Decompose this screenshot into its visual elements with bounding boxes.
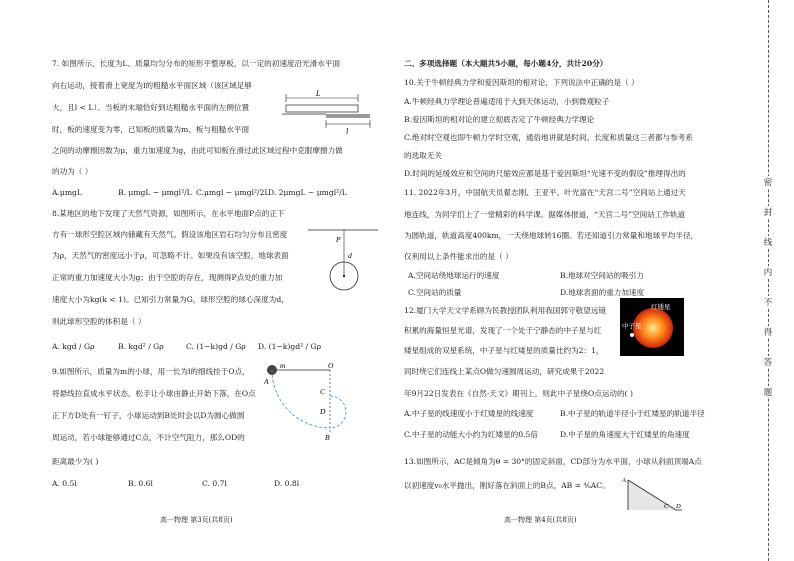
q8-option-d: D. (1−k)gd² / Gρ	[258, 342, 322, 351]
q12-line-5: 年9月22日发表在《自然·天文》期刊上，则此中子星绕O点运动的( )	[404, 389, 633, 398]
q8-line-1: 8.某地区的地下发现了天然气资源，如图所示，在水平地面P点的正下	[52, 209, 285, 218]
section-title: 二、多项选择题（本大题共5小题，每小题4分，共计20分）	[404, 59, 608, 68]
q11-line-1: 11. 2022年3月，中国航天员翟志刚、王亚平、叶光富在“天宫二号”空间站上通过天	[404, 188, 686, 197]
q9-label-m: m	[280, 361, 286, 370]
q7-option-c: C.μmgl − μmgl²/2L	[196, 188, 270, 197]
q7-line-2: 向右运动，接着滑上宽度为l的粗糙水平面区域（该区域足够	[52, 81, 252, 90]
q11-option-c: C.空间站的质量	[408, 288, 462, 297]
q9-line-1: 9.如图所示，质量为m的小球，用一长为l的细线拴于O点，	[52, 367, 250, 376]
q13-label-D: D	[676, 503, 681, 510]
q11-line-2: 地连线，为同学们上了一堂精彩的科学课。据媒体报道，“天宫二号”空间站工作轨道	[404, 210, 686, 219]
q12-option-c: C.中子星的动能大小约为红矮星的0.5倍	[404, 430, 538, 439]
q12-option-b: B.中子星的轨道半径小于红矮星的轨道半径	[560, 409, 705, 418]
q9-label-B: B	[325, 433, 330, 442]
q9-option-a: A. 0.5l	[52, 479, 77, 488]
q9-label-A: A	[264, 377, 269, 386]
q9-line-4: 周运动，若小球能够通过C点，不计空气阻力，那么OD的	[52, 433, 245, 442]
q12-line-2: 积累的海量恒星光谱，发现了一个处于宁静态的中子星与红	[404, 326, 602, 335]
q11-option-d: D.地球表面的重力加速度	[560, 288, 645, 297]
q13-figure	[622, 474, 682, 516]
q9-line-5: 距离最少为( )	[52, 457, 99, 466]
q9-label-C: C	[320, 387, 326, 396]
q7-figure	[282, 88, 374, 138]
q13-label-A: A	[622, 477, 626, 484]
seal-char-4: 内	[760, 266, 776, 278]
q7-plank	[286, 105, 358, 112]
q9-label-O: O	[328, 361, 334, 370]
q7-label-l: l	[346, 127, 349, 136]
q13-line-1: 13.如图所示，AC是倾角为θ = 30°的固定斜面，CD部分为水平面，小球从斜面顶端A点	[404, 457, 702, 466]
right-page-footer: 高一物理 第4页(共8页)	[504, 516, 577, 524]
q12-option-a: A.中子星的线速度小于红矮星的线速度	[404, 409, 534, 418]
q7-line-1: 7. 如图所示，长度为L、质量均匀分布的矩形平整厚板，以一定的初速度沿光滑水平面	[52, 59, 341, 68]
left-page	[0, 0, 388, 561]
q12-option-d: D.中子星的角速度大于红矮星的角速度	[560, 430, 690, 439]
q8-label-P: P	[336, 235, 341, 244]
q9-line-3: 正下方D处有一钉子，小球运动到B处时会以D为圆心做圆	[52, 411, 245, 420]
q9-option-d: D. 0.8l	[274, 479, 300, 488]
q8-option-a: A. kgd / Gρ	[52, 342, 95, 351]
q13-label-C: C	[664, 503, 669, 510]
q8-figure	[308, 222, 380, 302]
q8-option-b: B. kgd² / Gρ	[118, 342, 164, 351]
q12-line-3: 矮星组成的双星系统，中子星与红矮星的质量比约为2：1，	[404, 346, 604, 355]
q10-option-a: A.牛顿经典力学理论普遍适用于大到天体运动，小到微观粒子	[404, 97, 610, 106]
neutron-star-dot	[630, 333, 634, 337]
q10-option-b: B.爱因斯坦的相对论的建立彻底否定了牛顿经典力学理论	[404, 115, 595, 124]
q12-line-1: 12.厦门大学天文学系顾为民教授团队利用我国郭守敬望远镜	[404, 306, 606, 315]
seal-char-7: 答	[760, 356, 776, 368]
q9-option-c: C. 0.7l	[202, 479, 227, 488]
q8-label-d: d	[348, 251, 352, 260]
seal-char-3: 线	[760, 236, 776, 248]
seal-char-8: 题	[760, 386, 776, 398]
q12-label-red-dwarf: 红矮星	[651, 303, 671, 311]
q9-option-b: B. 0.6l	[128, 479, 153, 488]
q8-line-5: 速度大小为kg(k < 1)。已知引力常量为G，球形空腔的球心深度为d，	[52, 295, 289, 304]
q7-label-L: L	[316, 89, 321, 98]
q12-figure	[620, 298, 684, 356]
q7-line-3: 大，且l < L）。当板的末端恰好到达粗糙水平面的左侧位置	[52, 103, 250, 112]
q11-option-b: B.地球对空间站的吸引力	[560, 271, 644, 280]
q8-line-4: 正常的重力加速度大小为g；由于空腔的存在，现测得P点处的重力加	[52, 273, 283, 282]
left-page-footer: 高一物理 第3页(共8页)	[160, 516, 233, 524]
q9-arc-large	[272, 370, 330, 428]
q11-line-3: 为圆轨道，轨道高度400km，一天绕地球转16圈。若还知道引力常量和地球平均半径，	[404, 231, 699, 240]
q11-line-4: 仅利用以上条件能求出的是（ ）	[404, 252, 513, 261]
seal-char-1: 密	[760, 176, 776, 188]
q8-line-2: 方有一球形空腔区域内储藏有天然气。假设该地区岩石均匀分布且密度	[52, 230, 288, 239]
q7-rough-region	[326, 114, 370, 118]
q8-line-3: 为ρ，天然气的密度远小于ρ，可忽略不计。如果没有该空腔，地球表面	[52, 251, 289, 260]
q12-line-4: 同时绕它们连线上某点O做匀速圆周运动，研究成果于2022	[404, 367, 605, 376]
q7-line-4: 时，板的速度变为零，已知板的质量为m、板与粗糙水平面	[52, 125, 250, 134]
q9-label-D: D	[320, 407, 326, 416]
q7-line-5: 之间的动摩擦因数为μ，重力加速度为g，由此可知板在滑过此区域过程中克服摩擦力做	[52, 146, 343, 155]
q10-option-d: D.时间的延缓效应和空间的尺缩效应都是基于爱因斯坦“光速不变的假设”推理得出的	[404, 169, 686, 178]
q10-option-c: C.绝对时空观也即牛顿力学时空观，通俗地讲就是时间、长度和质量这三者都与参考系	[404, 133, 693, 142]
q10-line-1: 10.关于牛顿经典力学和爱因斯坦的相对论，下列说法中正确的是（ ）	[404, 78, 639, 87]
q9-figure	[262, 360, 362, 442]
seal-char-6: 得	[760, 326, 776, 338]
q7-option-b: B. μmgL − μmgl²/L	[118, 188, 192, 197]
q8-line-6: 则此球形空腔的体积是（ ）	[52, 317, 146, 326]
seal-line-margin	[744, 0, 794, 561]
q12-label-neutron-star: 中子星	[622, 322, 642, 330]
q7-line-6: 的功为（ ）	[52, 167, 93, 176]
q11-option-a: A.空间站绕地球运行的速度	[408, 271, 500, 280]
seal-char-2: 封	[760, 206, 776, 218]
q13-line-2: 以初速度v₀水平抛出，刚好落在斜面上的B点，AB = ⅘AC。	[404, 481, 610, 490]
q7-option-a: A.μmgL	[52, 188, 82, 197]
seal-char-5: 不	[760, 296, 776, 308]
q9-arc-small	[330, 396, 346, 428]
seal-dashed-line	[768, 0, 769, 561]
q9-line-2: 将悬线拉直成水平状态，松手让小球由静止开始下落，在O点	[52, 389, 256, 398]
q10-option-c-cont: 的选取无关	[404, 151, 442, 160]
q8-option-c: C. (1−k)gd / Gρ	[186, 342, 246, 351]
right-page	[388, 0, 740, 561]
q7-option-d: D. 2μmgL − μmgl²/L	[268, 188, 347, 197]
